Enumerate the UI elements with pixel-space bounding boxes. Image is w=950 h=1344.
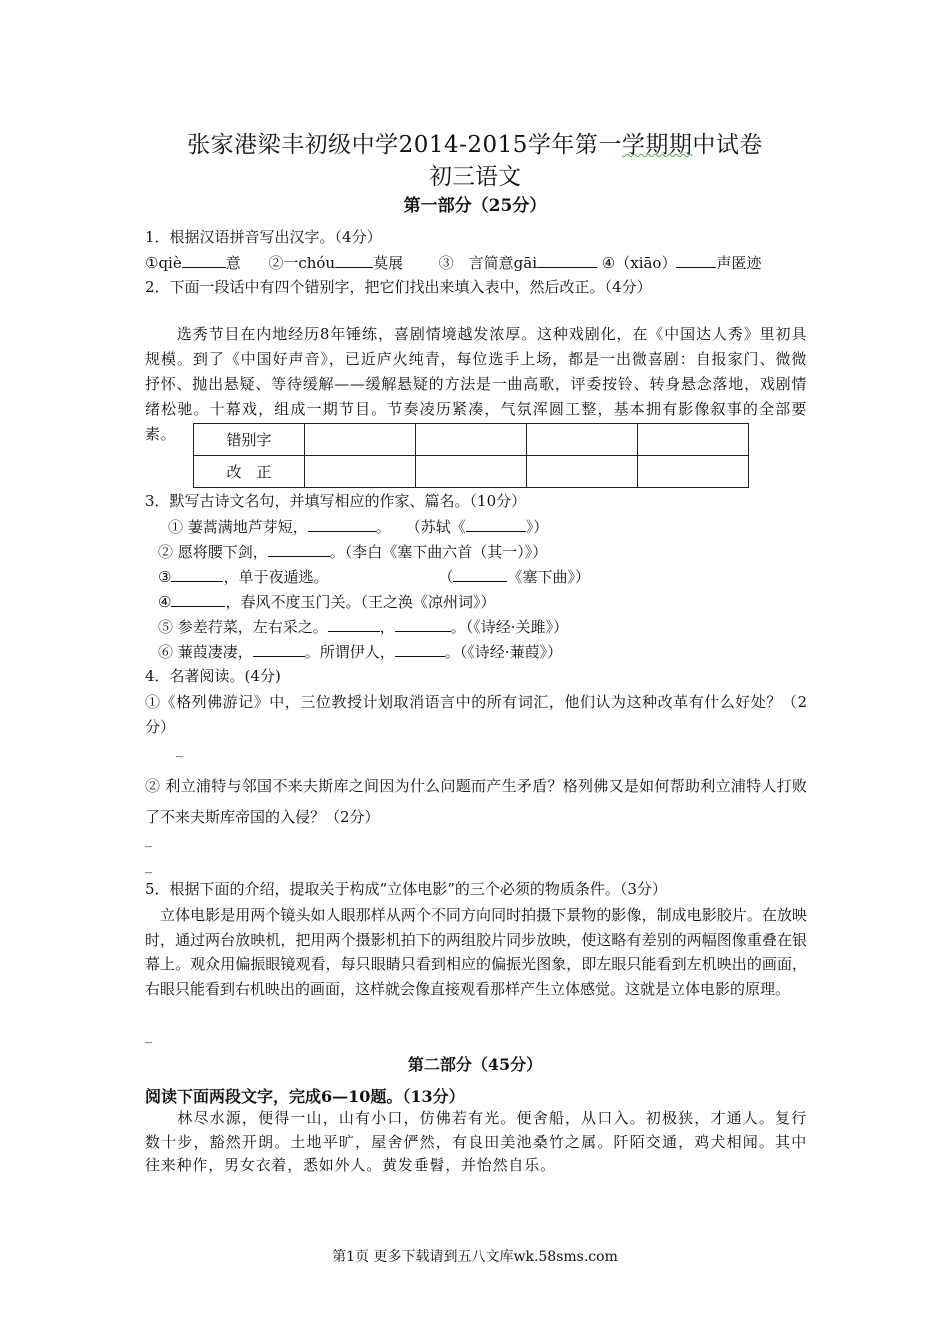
q1-blank-d[interactable] bbox=[676, 251, 716, 268]
correction-cell[interactable] bbox=[305, 456, 416, 488]
q3-blank[interactable] bbox=[171, 590, 225, 607]
q3-item-5: ⑤ 参差荇菜，左右采之。 ， 。（《诗经·关雎》） bbox=[158, 615, 568, 638]
q1-blank-c[interactable] bbox=[537, 251, 597, 268]
q3-blank[interactable] bbox=[466, 515, 526, 532]
q2-passage: 选秀节目在内地经历8年锤练，喜剧情境越发浓厚。这种戏剧化，在《中国达人秀》里初具规模。到了《中国好声音》，已近庐火纯青，每位选手上场，都是一出微喜剧：自报家门、微微抒怀、抛出悬疑、等待缓解——缓解悬疑的方法是一曲高歌，评委按铃、转身悬念落地，戏剧情绪松驰。十幕戏，组成一期节目。节奏凌历紧凑，气氛浑圆工整，基本拥有影像叙事的全部要素。 bbox=[145, 325, 807, 443]
correction-row-label: 改 正 bbox=[194, 456, 305, 488]
page-footer: 第1页 更多下载请到五八文库wk.58sms.com bbox=[332, 1249, 618, 1265]
q3-item-3: ③ ，单于夜遁逃。 （ 《塞下曲》） bbox=[158, 565, 590, 588]
typo-cell[interactable] bbox=[305, 424, 416, 456]
exam-title: 张家港梁丰初级中学2014-2015学年第一学期期中试卷 bbox=[187, 132, 763, 158]
q3-blank[interactable] bbox=[328, 615, 380, 632]
correction-cell[interactable] bbox=[638, 456, 749, 488]
q4-sub-1: ①《格列佛游记》中，三位教授计划取消语言中的所有词汇，他们认为这种改革有什么好处？（2分） bbox=[145, 693, 807, 736]
typo-cell[interactable] bbox=[638, 424, 749, 456]
q3-blank[interactable] bbox=[253, 640, 305, 657]
q3-blank[interactable] bbox=[268, 540, 330, 557]
q3-prompt: 3．默写古诗文名句，并填写相应的作家、篇名。（10分） bbox=[145, 492, 527, 510]
part2-heading: 第二部分（45分） bbox=[407, 1055, 543, 1074]
q1-blank-a[interactable] bbox=[182, 251, 226, 268]
q5-prompt: 5．根据下面的介绍，提取关于构成“立体电影”的三个必须的物质条件。（3分） bbox=[145, 880, 667, 898]
q2-prompt: 2．下面一段话中有四个错别字，把它们找出来填入表中，然后改正。（4分） bbox=[145, 278, 652, 296]
answer-dash: _ bbox=[145, 832, 152, 848]
part1-heading: 第一部分（25分） bbox=[403, 196, 547, 216]
q3-blank[interactable] bbox=[171, 565, 223, 582]
typo-cell[interactable] bbox=[527, 424, 638, 456]
q3-blank[interactable] bbox=[308, 515, 376, 532]
q3-item-4: ④ ，春风不度玉门关。（王之涣《凉州词》） bbox=[158, 590, 495, 613]
q3-item-6: ⑥ 蒹葭凄凄， 。所谓伊人， 。（《诗经·蒹葭》） bbox=[158, 640, 562, 663]
subject-title: 初三语文 bbox=[429, 164, 521, 190]
typo-table bbox=[193, 423, 749, 488]
q4-prompt: 4．名著阅读。(4分) bbox=[145, 667, 281, 685]
answer-dash: _ bbox=[176, 742, 183, 758]
part2-passage: 林尽水源，便得一山，山有小口，仿佛若有光。便舍船，从口入。初极狭，才通人。复行数十步，豁然开朗。土地平旷，屋舍俨然，有良田美池桑竹之属。阡陌交通，鸡犬相闻。其中往来种作，男女衣着，悉如外人。黄发垂髫，并怡然自乐。 bbox=[145, 1109, 807, 1174]
q1-items: ①qiè 意 ②一chóu 莫展 ③ 言简意gāi ④（xiāo） 声匿迹 bbox=[145, 251, 807, 274]
answer-dash: _ bbox=[145, 858, 152, 874]
q5-passage: 立体电影是用两个镜头如人眼那样从两个不同方向同时拍摄下景物的影像，制成电影胶片。在放映时，通过两台放映机，把用两个摄影机拍下的两组胶片同步放映，使这略有差别的两幅图像重叠在银幕上。观众用偏振眼镜观看，每只眼睛只看到相应的偏振光图象，即左眼只能看到左机映出的画面，右眼只能看到右机映出的画面，这样就会像直接观看那样产生立体感觉。这就是立体电影的原理。 bbox=[145, 906, 807, 998]
q3-item-2: ② 愿将腰下剑， 。（李白《塞下曲六首（其一）》） bbox=[158, 540, 547, 563]
q1-blank-b[interactable] bbox=[335, 251, 373, 268]
answer-dash: _ bbox=[145, 1028, 152, 1044]
q3-blank[interactable] bbox=[453, 565, 507, 582]
q3-blank[interactable] bbox=[395, 640, 445, 657]
typo-cell[interactable] bbox=[416, 424, 527, 456]
q4-sub-2: ② 利立浦特与邻国不来夫斯库之间因为什么问题而产生矛盾？格列佛又是如何帮助利立浦特人打败了不来夫斯库帝国的入侵？（2分） bbox=[145, 777, 807, 826]
typo-row-label: 错别字 bbox=[194, 424, 305, 456]
correction-cell[interactable] bbox=[416, 456, 527, 488]
q3-item-1: ① 萋蒿满地芦芽短， 。 （苏轼《 》） bbox=[168, 515, 548, 538]
q1-prompt: 1．根据汉语拼音写出汉字。（4分） bbox=[145, 228, 382, 246]
correction-cell[interactable] bbox=[527, 456, 638, 488]
q3-blank[interactable] bbox=[395, 615, 451, 632]
part2-instruction: 阅读下面两段文字，完成6—10题。（13分） bbox=[145, 1087, 465, 1106]
